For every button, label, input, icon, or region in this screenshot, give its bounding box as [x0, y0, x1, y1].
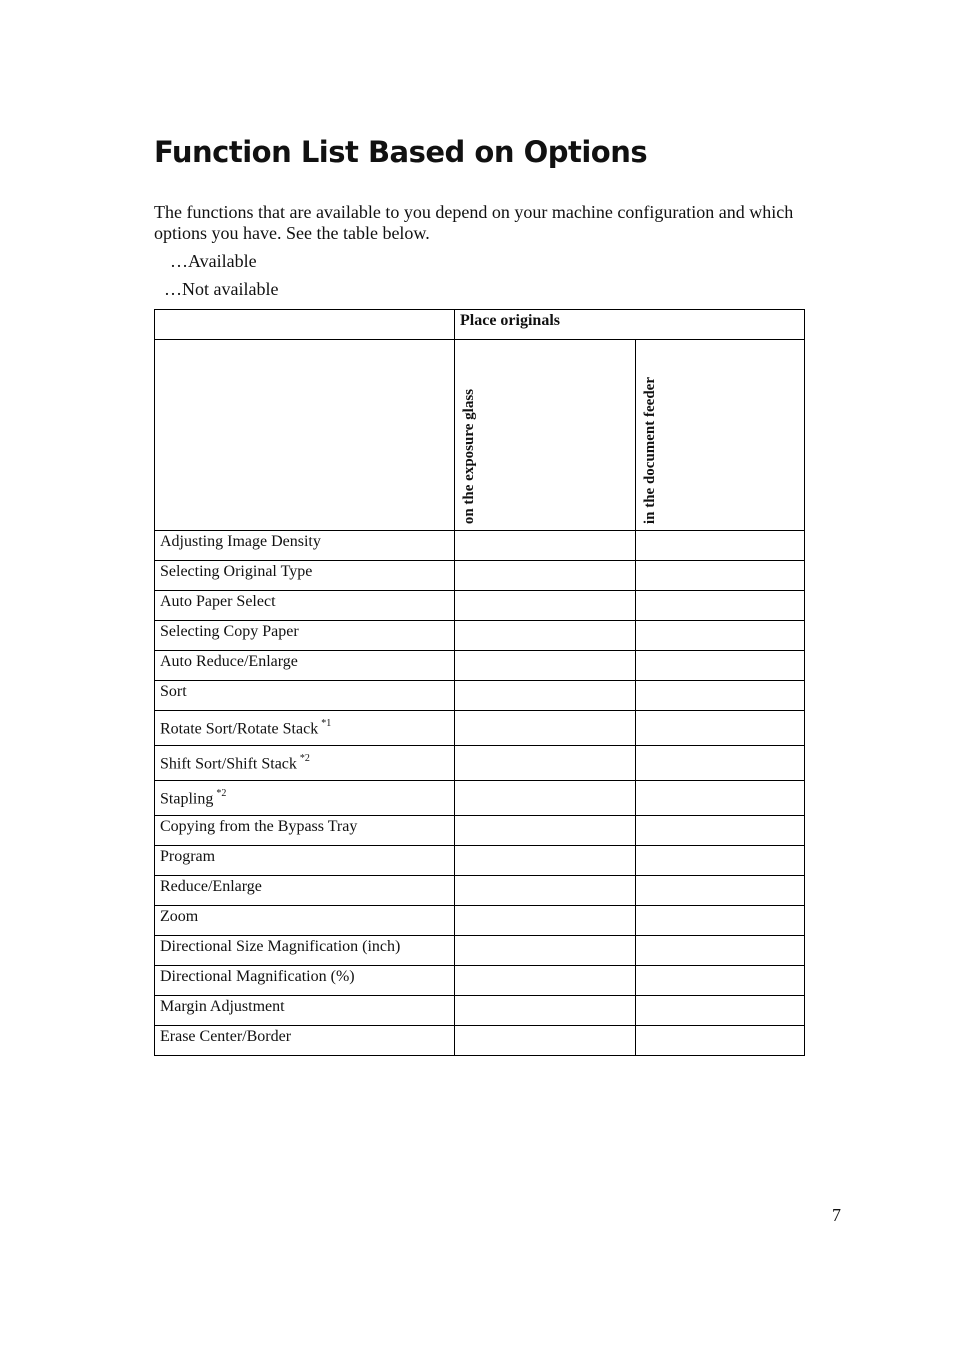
function-name-cell [155, 966, 455, 996]
availability-cell-exposure-glass [455, 846, 636, 876]
column-label-document-feeder: in the document feeder [642, 376, 658, 524]
function-name-cell [155, 591, 455, 621]
availability-cell-exposure-glass [455, 876, 636, 906]
table-row [155, 781, 805, 816]
availability-cell-exposure-glass [455, 681, 636, 711]
page-title: Function List Based on Options [154, 135, 648, 169]
availability-cell-document-feeder [636, 621, 805, 651]
availability-cell-document-feeder [636, 651, 805, 681]
function-label: Shift Sort/Shift Stack [160, 755, 297, 773]
availability-cell-exposure-glass [455, 781, 636, 816]
table-header-row [155, 310, 805, 340]
function-name-cell [155, 681, 455, 711]
table-row [155, 531, 805, 561]
availability-cell-document-feeder [636, 996, 805, 1026]
function-label: Directional Magnification (%) [160, 968, 355, 985]
table-row [155, 846, 805, 876]
availability-cell-exposure-glass [455, 966, 636, 996]
function-label: Rotate Sort/Rotate Stack [160, 720, 319, 738]
table-row [155, 1026, 805, 1056]
table-row [155, 816, 805, 846]
table-row [155, 906, 805, 936]
availability-cell-exposure-glass [455, 621, 636, 651]
function-name-cell [155, 746, 455, 781]
availability-cell-document-feeder [636, 966, 805, 996]
table-row [155, 711, 805, 746]
availability-cell-document-feeder [636, 531, 805, 561]
availability-cell-document-feeder [636, 561, 805, 591]
function-name-cell [155, 781, 455, 816]
table-row [155, 591, 805, 621]
legend-not-available: …Not available [164, 279, 279, 299]
footnote-reference: *2 [216, 788, 227, 799]
table-row [155, 651, 805, 681]
function-label: Auto Paper Select [160, 593, 276, 610]
availability-cell-document-feeder [636, 681, 805, 711]
availability-cell-exposure-glass [455, 1026, 636, 1056]
availability-cell-exposure-glass [455, 561, 636, 591]
function-label: Margin Adjustment [160, 998, 285, 1015]
table-subheader-row [155, 340, 805, 531]
availability-cell-document-feeder [636, 846, 805, 876]
availability-cell-exposure-glass [455, 816, 636, 846]
function-name-cell [155, 531, 455, 561]
availability-cell-exposure-glass [455, 996, 636, 1026]
function-name-cell [155, 876, 455, 906]
group-header-place-originals: Place originals [455, 310, 805, 340]
function-label: Copying from the Bypass Tray [160, 818, 358, 835]
table-row [155, 621, 805, 651]
availability-cell-document-feeder [636, 876, 805, 906]
function-table [154, 309, 805, 1056]
column-header-exposure-glass [455, 340, 636, 531]
header-empty-cell [155, 310, 455, 340]
table-row [155, 966, 805, 996]
function-name-cell [155, 561, 455, 591]
intro-paragraph: The functions that are available to you depend on your machine configuration and which options you have. See the table below. [154, 202, 794, 243]
availability-cell-exposure-glass [455, 936, 636, 966]
footnote-reference: *1 [321, 718, 332, 729]
table-row [155, 746, 805, 781]
availability-cell-exposure-glass [455, 746, 636, 781]
function-name-cell [155, 846, 455, 876]
availability-cell-document-feeder [636, 746, 805, 781]
availability-cell-document-feeder [636, 906, 805, 936]
availability-cell-document-feeder [636, 1026, 805, 1056]
function-label: Program [160, 848, 216, 865]
table-row [155, 561, 805, 591]
function-name-cell [155, 906, 455, 936]
function-name-cell [155, 711, 455, 746]
function-name-cell [155, 816, 455, 846]
page-number: 7 [832, 1205, 841, 1225]
column-label-exposure-glass: on the exposure glass [461, 388, 477, 524]
table-row [155, 681, 805, 711]
legend-available: …Available [170, 251, 257, 271]
footnote-reference: *2 [299, 753, 310, 764]
function-label: Erase Center/Border [160, 1028, 292, 1045]
function-label: Directional Size Magnification (inch) [160, 938, 401, 955]
function-name-cell [155, 1026, 455, 1056]
function-label: Selecting Original Type [160, 563, 313, 580]
availability-cell-document-feeder [636, 936, 805, 966]
table-row [155, 936, 805, 966]
availability-cell-document-feeder [636, 591, 805, 621]
availability-cell-exposure-glass [455, 651, 636, 681]
column-header-document-feeder [636, 340, 805, 531]
function-label: Selecting Copy Paper [160, 623, 299, 640]
function-name-cell [155, 936, 455, 966]
availability-cell-document-feeder [636, 816, 805, 846]
table-row [155, 996, 805, 1026]
table-row [155, 876, 805, 906]
availability-cell-document-feeder [636, 781, 805, 816]
function-label: Sort [160, 683, 187, 700]
availability-cell-exposure-glass [455, 711, 636, 746]
function-label: Stapling [160, 790, 214, 808]
function-label: Adjusting Image Density [160, 533, 321, 550]
availability-cell-exposure-glass [455, 906, 636, 936]
function-name-cell [155, 996, 455, 1026]
table-body [155, 531, 805, 1056]
function-label: Zoom [160, 908, 199, 925]
function-name-cell [155, 651, 455, 681]
function-label: Auto Reduce/Enlarge [160, 653, 298, 670]
availability-cell-document-feeder [636, 711, 805, 746]
function-name-cell [155, 621, 455, 651]
availability-cell-exposure-glass [455, 531, 636, 561]
subheader-empty-cell [155, 340, 455, 531]
availability-cell-exposure-glass [455, 591, 636, 621]
function-label: Reduce/Enlarge [160, 878, 262, 895]
